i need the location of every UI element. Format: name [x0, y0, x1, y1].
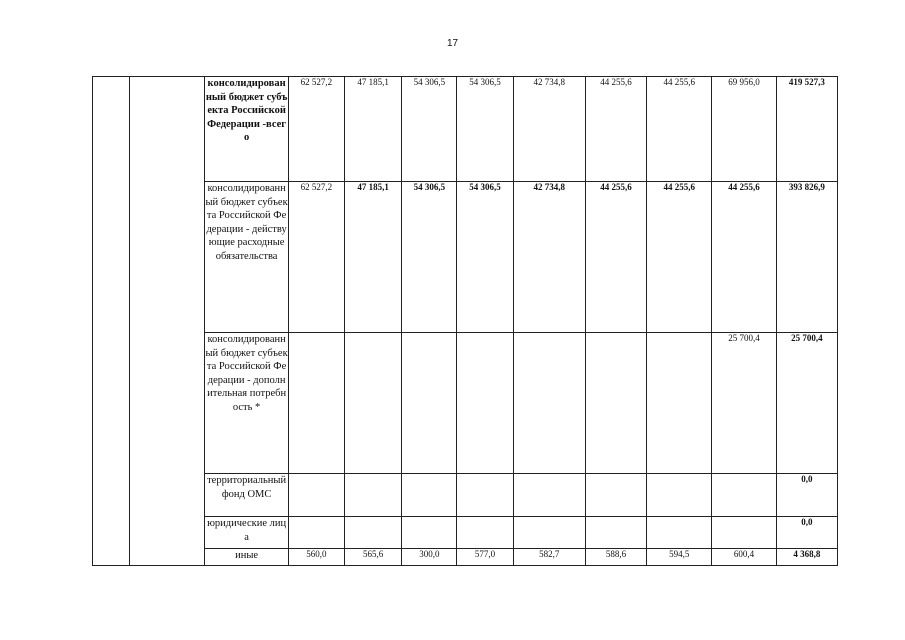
- table-row: [93, 77, 838, 182]
- value-cell: 54 306,5: [457, 182, 513, 333]
- value-cell: [585, 333, 646, 474]
- value-cell: [402, 333, 457, 474]
- value-cell: [585, 517, 646, 549]
- value-cell: 44 255,6: [647, 77, 712, 182]
- value-cell: 560,0: [288, 549, 344, 566]
- row-label: территориальный фонд ОМС: [205, 474, 288, 517]
- table-row: [93, 182, 838, 333]
- total-cell: 4 368,8: [776, 549, 837, 566]
- value-cell: [344, 474, 401, 517]
- value-cell: 577,0: [457, 549, 513, 566]
- value-cell: [457, 333, 513, 474]
- value-cell: 54 306,5: [402, 77, 457, 182]
- value-cell: [344, 517, 401, 549]
- outer-col-1: [93, 77, 130, 566]
- value-cell: 47 185,1: [344, 182, 401, 333]
- value-cell: [647, 474, 712, 517]
- value-cell: [647, 333, 712, 474]
- value-cell: 62 527,2: [288, 77, 344, 182]
- table-row: [93, 474, 838, 517]
- row-label: консолидированный бюджет субъекта Российской Федерации -всего: [205, 77, 288, 182]
- value-cell: 69 956,0: [712, 77, 776, 182]
- total-cell: 0,0: [776, 474, 837, 517]
- value-cell: 44 255,6: [647, 182, 712, 333]
- value-cell: 600,4: [712, 549, 776, 566]
- value-cell: [402, 474, 457, 517]
- value-cell: 62 527,2: [288, 182, 344, 333]
- value-cell: 594,5: [647, 549, 712, 566]
- value-cell: [712, 474, 776, 517]
- total-cell: 25 700,4: [776, 333, 837, 474]
- value-cell: 300,0: [402, 549, 457, 566]
- value-cell: [288, 474, 344, 517]
- value-cell: [344, 333, 401, 474]
- value-cell: [402, 517, 457, 549]
- table-body: [93, 77, 838, 566]
- table-row: [93, 333, 838, 474]
- row-label: консолидированный бюджет субъекта Российской Федерации - дополнительная потребность *: [205, 333, 288, 474]
- value-cell: [288, 517, 344, 549]
- value-cell: [712, 517, 776, 549]
- value-cell: [513, 474, 585, 517]
- page-number: 17: [446, 38, 459, 49]
- value-cell: [457, 517, 513, 549]
- value-cell: [647, 517, 712, 549]
- value-cell: [585, 474, 646, 517]
- outer-col-2: [130, 77, 205, 566]
- value-cell: 588,6: [585, 549, 646, 566]
- value-cell: [457, 474, 513, 517]
- table-row: [93, 549, 838, 566]
- value-cell: 565,6: [344, 549, 401, 566]
- value-cell: 582,7: [513, 549, 585, 566]
- value-cell: 47 185,1: [344, 77, 401, 182]
- value-cell: 54 306,5: [402, 182, 457, 333]
- value-cell: [513, 333, 585, 474]
- total-cell: 393 826,9: [776, 182, 837, 333]
- value-cell: [513, 517, 585, 549]
- budget-table: [92, 76, 838, 566]
- value-cell: 44 255,6: [585, 77, 646, 182]
- row-label: иные: [205, 549, 288, 566]
- value-cell: 25 700,4: [712, 333, 776, 474]
- total-cell: 419 527,3: [776, 77, 837, 182]
- row-label: консолидированный бюджет субъекта Российской Федерации - действующие расходные обязательства: [205, 182, 288, 333]
- row-label: юридические лица: [205, 517, 288, 549]
- value-cell: [288, 333, 344, 474]
- total-cell: 0,0: [776, 517, 837, 549]
- value-cell: 42 734,8: [513, 77, 585, 182]
- value-cell: 54 306,5: [457, 77, 513, 182]
- value-cell: 44 255,6: [585, 182, 646, 333]
- value-cell: 44 255,6: [712, 182, 776, 333]
- value-cell: 42 734,8: [513, 182, 585, 333]
- table-row: [93, 517, 838, 549]
